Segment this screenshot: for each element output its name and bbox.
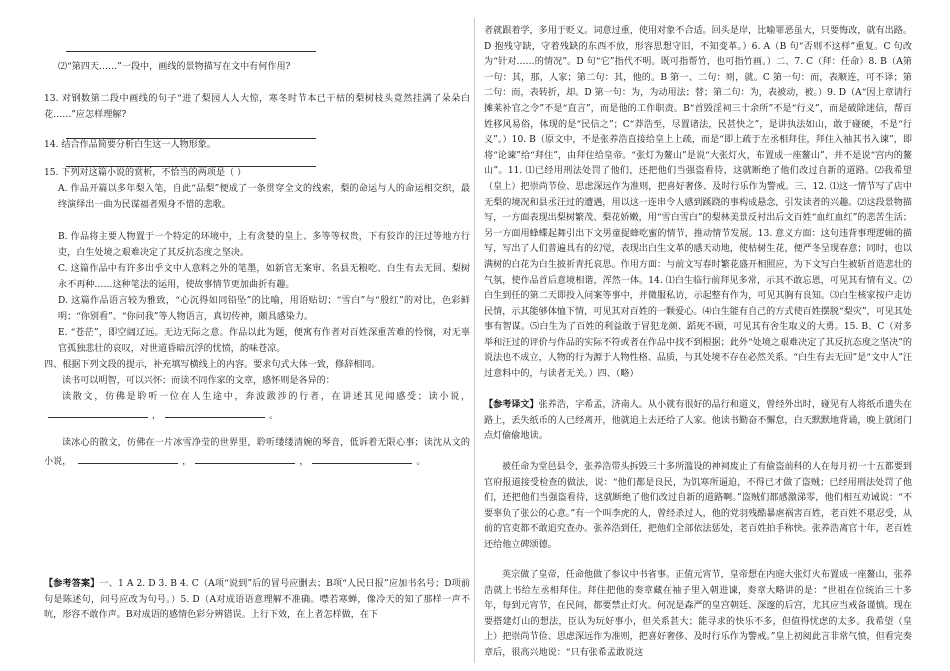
reference-translation-para-2: 被任命为堂邑县令，张养浩带头拆毁三十多所滥设的神祠废止了有偷盗前科的人在每月初一十五都要到官府报道接受检查的做法，说：“他们都是良民，为饥寒所逼迫，不得已才做了盗贼；已经用刑法处罚了他们，还把他们当强盗看待，这就断绝了他们改过自新的道路啊。”盗贼们都感激涕零，他们相互劝诫说：“不要辜负了张公的心意。”有一个叫李虎的人，曾经杀过人，他的党羽残酷暴虐祸害百姓，老百姓不堪忍受，从前的官吏都不敢追究查办。张养浩到任，把他们全部依法惩处，老百姓拍手称快。张养浩离官十年，老百姓还给他立碑颂德。: [484, 462, 912, 550]
answer-blank[interactable]: [165, 406, 265, 418]
question-13: 13. 对钢数第二段中画线的句子“进了梨园人人大惊，寒冬时节本已干枯的梨树枝头竟然挂满了朵朵白花……”应怎样理解?: [44, 94, 470, 120]
answer-key-continued: 者就跟着学，多用于贬义。词意过重，使用对象不合适。回头是岸，比喻罪恶虽大，只要悔改，就有出路。D 抱残守缺，守着残缺的东西不放，形容思想守旧，不知变革。）6. A（B 句“否则不这样”重复。C 句改为“针对……的情况”。D 句“它”指代不明。既可指帮竹，也可指竹画。）二、7. C（拜：任命）8. B（A第一句：其，那，人家；第二句：其，他的。B 第一、二句：则，就。C 第一句：而，表顺连，可不译；第二句：而，表转折，却。D 第一句：为，为动用法；替；第二句：为，表被动，被。）9. D（A“因上章请行摊莱补官之令”不是“直言”，而是他的工作职责。B“首毁淫祠三十余所”不是“行义”，而是破除迷信，帮百姓移风易俗，体现的是“民信之”；C“莽浩至，尽置诸法，民甚快之”，是讲执法如山，敢于碰硬，不是“行义”。）10. B（原文中，不是张养浩直接给皇上上疏，而是“即上疏于左丞相拜住，拜住入袖其书入谏”，即将“论谏”给“拜住”，由拜住给皇帝。“张灯为鳌山”是说“大张灯火，布置成一座鳌山”，并不是说“宫内的鳌山”。11. ⑴已经用刑法处罚了他们，还把他们当强盗看待，这就断绝了他们改过自新的道路。⑵我希望（皇上）把崇尚节俭、思虑深远作为准则，把喜好奢侈、及时行乐作为警戒。三、12. ⑴这一情节写了店中无梨的境况和县丞汪过的遭遇，用以这一连串令人感到蹊跷的事构成悬念，引发读者的兴趣。⑵这段景物描写，一方面表现出梨树繁茂、梨花娇嫩，用“雪白雪白”的梨林美景反衬出后文百姓“血红血红”的悲苦生活；另一方面用蜂蝶起舞引出下文男童捉蜂吃蜜的情节，推动情节发展。13. 意义方面：这句违背事理逻辑的描写，写出了人们普遍具有的幻觉，表现出白生文革的感天动地，使枯树生花，便严冬呈现春意；同时，也以满树的白花为白生披祈青托哀思。作用方面：与前文写春时繁花盛开相照应，为下文写白生被斩首造悲壮的气氛，使作品首后意境相谐，浑然一体。14. ⑴白生临行前拜见多常，示其不敢忘恩，可见其有情有义。⑵白生到任的第二天即投入问案等事中，并微服私访，示起整有作为，可见其胸有良知。⑶白生核家按户走访民情，示其能够体恤下情，可见其对百姓的一颗爱心。⑷白生能有自己的方式使百姓摆脱“梨灾”，可见其处事有智谋。⑸白生为了百姓的利益敢于冒犯龙颜、蹈死不顾，可见其有舍生取义的大勇。15. B、C（对多举和汪过的评价与作品的实际不符或者在作品中找不到根据；此外“处境之艰难决定了其反抗态度之坚决”的说法也不成立，人物的行为源于人物性格、品质，与其处境不存在必然关系。“白生有去无回”是“文中人”汪过意料中的，与读者无关。）四、（略）: [484, 26, 912, 380]
question-4-prompt-2: 读冰心的散文，仿佛在一片冰雪净莹的世界里，聆听缕缕清婉的琴音，低诉着无限心事；读沈从文的小说， ， ， 。: [44, 438, 470, 467]
answer-key: [44, 576, 470, 624]
answer-blank[interactable]: [312, 452, 412, 464]
answer-blank[interactable]: [48, 406, 148, 418]
answer-key-text: 一、1 A 2. D 3. B 4. C（A项“说到”后的冒号应删去；B项“人民日报”应加书名号；D项前句是陈述句，问号应改为句号。）5. D（A对成语语意理解不准确。噤若寒蝉，像冷天的知了那样一声不吭，形容不敢作声。B对成语的感情色彩分辨错误。上行下效，在上者怎样做，在下: [44, 579, 470, 621]
question-14: 14. 结合作品简要分析白生这一人物形象。: [44, 140, 216, 150]
answer-key-label: 【参考答案】: [44, 578, 100, 589]
answer-blank[interactable]: [78, 452, 178, 464]
option-a: A. 作品开篇以多年梨入笔，自此“品梨”便成了一条贯穿全文的线索，梨的命运与人的命运相交织，最终演绎出一曲为民谋福者殒身不惜的悲歌。: [58, 184, 470, 210]
question-4-prompt-1: 读散文，仿佛是聆听一位在人生途中，奔波跋涉的行者，在讲述其见闻感受；读小说， ， 。: [44, 390, 470, 424]
question-part2: ⑵“第四天……”一段中，画线的景物描写在文中有何作用?: [58, 62, 291, 72]
reference-translation-para-1: 【参考译文】张养浩，字希孟，济南人。从小就有很好的品行和道义，曾经外出时，碰见有人将纸币遗失在路上，丢失纸币的人已经离开，他就追上去还给了人家。他读书勤奋不懈怠，白天默默地背诵，晚上就闭门点灯偷偷地读。: [484, 399, 912, 442]
reference-translation-para-3: 英宗做了皇帝，任命他做了参议中书省事。正值元宵节，皇帝想在内庭大张灯火布置成一座鳌山，张养浩就上书给左丞相拜住。拜住把他的奏章藏在袖子里入朝进谏，奏章大略讲的是：“世祖在位统治三十多年，每到元宵节，在民间，都要禁止灯火。何况是森严的皇宫朝廷、深邃的后宫，尤其应当戒备谨慎。现在要搭建灯山的想法，臣认为玩好事小，但关系甚大；能寻求的快乐不多，但值得忧虑的太多。我希望（皇上）把崇尚节俭、思虑深远作为准则，把喜好奢侈、及时行乐作为警戒。”皇上初阅此言非常气愤，但看完奏章后，很高兴地说：“只有张希孟敢说这: [484, 570, 912, 658]
column-divider: [474, 18, 475, 663]
question-4-intro: 读书可以明智，可以兴怀；而读不同作家的文章，感怀则是各异的：: [62, 376, 335, 386]
option-b: B. 作品将主要人物置于一个特定的环境中，上有贪婪的皇上、多等等权贵，下有狡诈的汪过等地方行吏，白生处境之艰难决定了其反抗态度之坚决。: [58, 232, 470, 258]
question-15: 15. 下列对这篇小说的赏析，不恰当的两项是（ ）: [44, 168, 247, 178]
question-section-4: 四、根据下列文段的提示，补充填写横线上的内容。要求句式大体一致，修辞相同。: [44, 360, 381, 370]
answer-line: [66, 51, 316, 52]
reference-translation-label: 【参考译文】: [484, 399, 539, 410]
answer-blank[interactable]: [195, 452, 295, 464]
option-d: D. 这篇作品语言较为雅致，“心沉得如同铅坠”的比喻，用语贴切；“雪白”与“殷红”的对比，色彩鲜明；“你别看”、“你问我”等人物语言，真切传神，颇具感染力。: [58, 296, 470, 322]
option-c: C. 这篇作品中有许多出乎文中人意料之外的笔墨，如新官无案审、名县无粮吃、白生有去无回、梨树永不再种……这种笔法的运用，使故事情节更加曲折有趣。: [58, 264, 470, 290]
option-e: E. “苍茫”，即空阔辽远。无边无际之意。作品以此为题，便寓有作者对百姓深重苦难的怜悯，对无辜官孤独悲壮的哀叹，对世道昏暗沉浮的忧愤，韵味苍凉。: [58, 328, 470, 354]
